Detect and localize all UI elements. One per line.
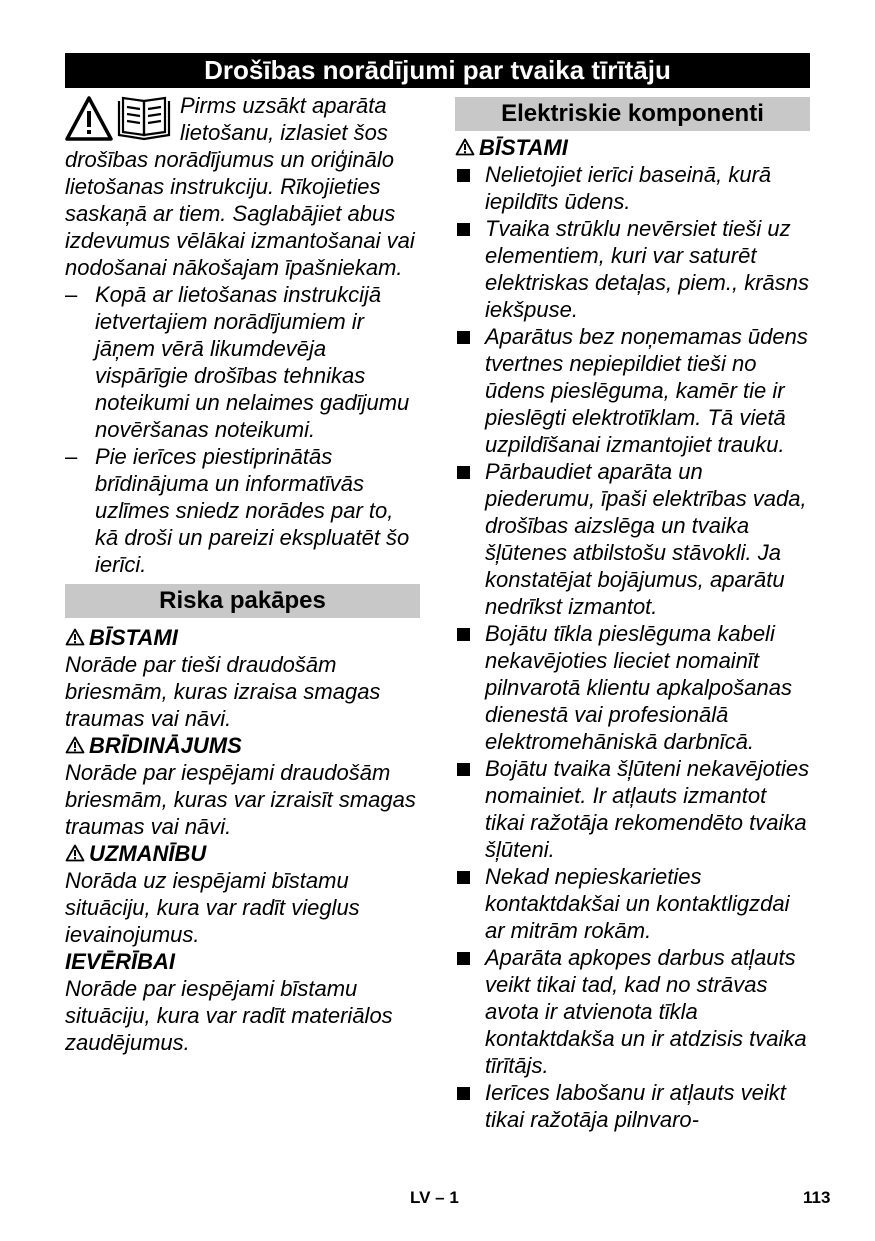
- list-item-text: Ierīces labošanu ir atļauts veikt tikai ražotāja pilnvaro-: [485, 1080, 786, 1132]
- square-bullet-icon: [457, 1087, 470, 1100]
- risk-levels-heading: Riska pakāpes: [65, 584, 420, 618]
- right-column: [455, 92, 810, 1133]
- list-item-text: Aparātus bez noņemamas ūdens tvertnes nepiepildiet tieši no ūdens pieslēguma, kamēr tie ir pieslēgti elektrotīklam. Tā vietā uzpildīšanai izmantojiet trauku.: [485, 324, 808, 457]
- list-item: [455, 1079, 810, 1133]
- intro-paragraph: [65, 92, 420, 281]
- list-item: [455, 863, 810, 944]
- warning-icon: [455, 138, 475, 156]
- list-item-text: Pie ierīces piestiprinātās brīdinājuma un informatīvās uzlīmes sniedz norādes par to, kā droši un pareizi ekspluatēt šo ierīci.: [95, 444, 410, 577]
- level-danger-text: Norāde par tieši draudošām briesmām, kuras izraisa smagas traumas vai nāvi.: [65, 652, 381, 731]
- list-item-text: Nelietojiet ierīci baseinā, kurā iepildīts ūdens.: [485, 162, 772, 214]
- electrical-safety-list: [455, 161, 810, 1133]
- list-item: [65, 281, 420, 443]
- square-bullet-icon: [457, 628, 470, 641]
- dash-marker: –: [65, 282, 78, 307]
- page-title: Drošības norādījumi par tvaika tīrītāju: [65, 53, 810, 88]
- list-item: [455, 755, 810, 863]
- footer-page-number: 113: [803, 1188, 831, 1207]
- left-column: [65, 92, 420, 1056]
- list-item: [455, 458, 810, 620]
- list-item-text: Bojātu tvaika šļūteni nekavējoties nomainiet. Ir atļauts izmantot tikai ražotāja rekomendēto tvaika šļūteni.: [485, 756, 810, 862]
- level-warning-label: BRĪDINĀJUMS: [65, 732, 420, 759]
- electrical-components-heading: Elektriskie komponenti: [455, 97, 810, 131]
- risk-levels: [65, 624, 420, 1056]
- warning-icon: [65, 628, 85, 646]
- list-item-text: Tvaika strūklu nevērsiet tieši uz elementiem, kuri var saturēt elektriskas detaļas, piem., krāsns iekšpuse.: [485, 216, 810, 322]
- level-caution-label: UZMANĪBU: [65, 840, 420, 867]
- warning-icon: [65, 844, 85, 862]
- square-bullet-icon: [457, 331, 470, 344]
- square-bullet-icon: [457, 952, 470, 965]
- square-bullet-icon: [457, 871, 470, 884]
- level-caution-text: Norāda uz iespējami bīstamu situāciju, kura var radīt vieglus ievainojumus.: [65, 868, 360, 947]
- warning-triangle-icon: [67, 98, 111, 139]
- footer-language-code: LV – 1: [410, 1188, 459, 1207]
- square-bullet-icon: [457, 466, 470, 479]
- square-bullet-icon: [457, 169, 470, 182]
- list-item-text: Pārbaudiet aparāta un piederumu, īpaši elektrības vada, drošības aizslēga un tvaika šļūtenes atbilstošu stāvokli. Ja konstatējat bojājumus, aparātu nedrīkst izmantot.: [485, 459, 807, 619]
- warning-and-manual-icon: [65, 95, 177, 143]
- dash-marker: –: [65, 444, 78, 469]
- list-item-text: Kopā ar lietošanas instrukcijā ietvertajiem norādījumiem ir jāņem vērā likumdevēja vispārīgie drošības tehnikas noteikumi un nelaimes gadījumu novēršanas noteikumi.: [95, 282, 410, 442]
- manual-book-icon: [119, 98, 169, 139]
- list-item: [455, 323, 810, 458]
- square-bullet-icon: [457, 223, 470, 236]
- list-item: [455, 944, 810, 1079]
- level-warning-text: Norāde par iespējami draudošām briesmām, kuras var izraisīt smagas traumas vai nāvi.: [65, 760, 416, 839]
- level-notice-text: Norāde par iespējami bīstamu situāciju, kura var radīt materiālos zaudējumus.: [65, 976, 393, 1055]
- danger-label: BĪSTAMI: [455, 134, 810, 161]
- intro-text: Pirms uzsākt aparāta lietošanu, izlasiet šos drošības norādījumus un oriģinālo lietošanas instrukciju. Rīkojieties saskaņā ar tiem. Saglabājiet abus izdevumus vēlākai izmantošanai vai nodošanai nākošajam īpašniekam.: [65, 93, 415, 280]
- list-item: [455, 620, 810, 755]
- list-item-text: Bojātu tīkla pieslēguma kabeli nekavējoties lieciet nomainīt pilnvarotā klientu apkalpošanas dienestā vai profesionālā elektromehāniskā darbnīcā.: [485, 621, 792, 754]
- list-item-text: Aparāta apkopes darbus atļauts veikt tikai tad, kad no strāvas avota ir atvienota tīkla kontaktdakša un ir atdzisis tvaika tīrītājs.: [485, 945, 807, 1078]
- list-item: [455, 161, 810, 215]
- list-item-text: Nekad nepieskarieties kontaktdakšai un kontaktligzdai ar mitrām rokām.: [485, 864, 790, 943]
- square-bullet-icon: [457, 763, 470, 776]
- level-notice-label: IEVĒRĪBAI: [65, 949, 176, 974]
- dash-list: [65, 281, 420, 578]
- level-danger-label: BĪSTAMI: [65, 624, 420, 651]
- list-item: [455, 215, 810, 323]
- list-item: [65, 443, 420, 578]
- warning-icon: [65, 736, 85, 754]
